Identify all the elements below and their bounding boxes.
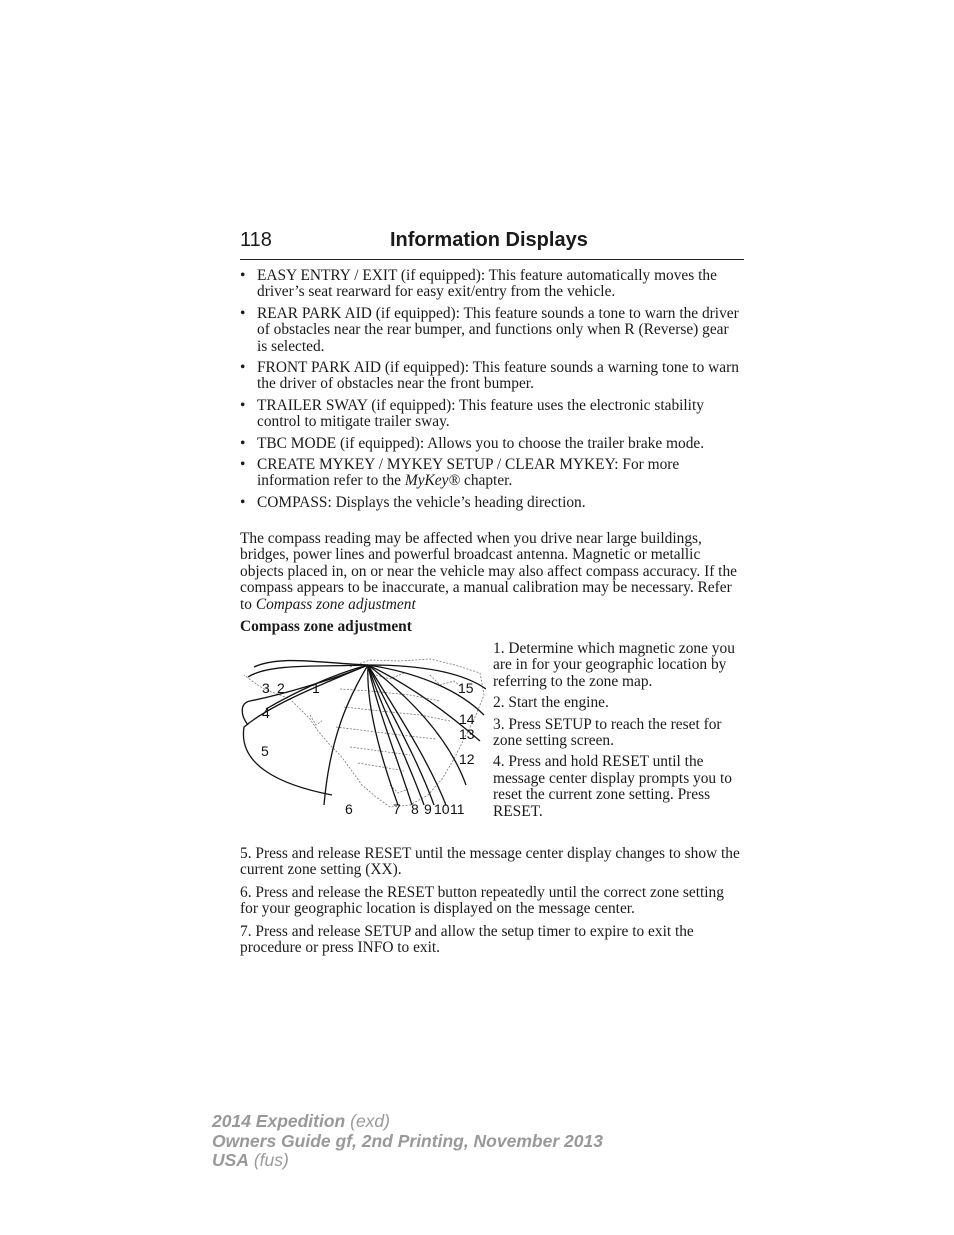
- zone-label-12: 12: [459, 751, 475, 767]
- bullet-icon: •: [240, 304, 246, 322]
- step-6-paragraph: 6. Press and release the RESET button repeatedly until the correct zone setting for your geographic location is displayed on the message center.: [240, 884, 724, 918]
- page-number: 118: [240, 229, 272, 251]
- step-7-paragraph: 7. Press and release SETUP and allow the setup timer to expire to exit the procedure or press INFO to exit.: [240, 923, 694, 957]
- zone-label-2: 2: [277, 680, 285, 696]
- compass-zone-map: [240, 655, 486, 825]
- list-item: • EASY ENTRY / EXIT (if equipped): This feature automatically moves the driver’s seat rearward for easy exit/entry from the vehicle.: [240, 267, 717, 301]
- zone-label-7: 7: [393, 801, 401, 817]
- list-item: 3. Press SETUP to reach the reset for zone setting screen.: [493, 715, 722, 750]
- zone-label-14: 14: [459, 711, 475, 727]
- footer-line-model: 2014 Expedition (exd): [212, 1111, 390, 1131]
- bullet-icon: •: [240, 493, 246, 511]
- zone-label-11: 11: [450, 801, 465, 817]
- compass-accuracy-paragraph: The compass reading may be affected when you drive near large buildings, bridges, power lines and powerful broadcast antenna. Magnetic or metallic objects placed in, on or near the vehicle may also affect compass accuracy. If the compass appears to be inaccurate, a manual calibration may be necessary. Refer to Compass zone adjustment: [240, 530, 737, 613]
- footer-line-market: USA (fus): [212, 1150, 289, 1170]
- zone-label-10: 10: [434, 801, 450, 817]
- bullet-icon: •: [240, 359, 246, 377]
- list-item: • CREATE MYKEY / MYKEY SETUP / CLEAR MYKEY: For more information refer to the MyKey® chapter.: [240, 456, 680, 490]
- bullet-icon: •: [240, 434, 246, 452]
- zone-label-13: 13: [459, 726, 475, 742]
- zone-label-8: 8: [411, 801, 419, 817]
- bullet-icon: •: [240, 267, 246, 284]
- list-item: 4. Press and hold RESET until the message center display prompts you to reset the current zone setting. Press RESET.: [493, 753, 732, 820]
- bullet-icon: •: [240, 396, 246, 414]
- page-header: [240, 229, 744, 260]
- footer-line-guide: Owners Guide gf, 2nd Printing, November 2013: [212, 1130, 603, 1151]
- page-footer: [212, 1112, 603, 1171]
- zone-label-5: 5: [261, 743, 269, 759]
- bullet-icon: •: [240, 456, 246, 474]
- list-item: • TRAILER SWAY (if equipped): This feature uses the electronic stability control to mitigate trailer sway.: [240, 396, 704, 431]
- mykey-reference: MyKey®: [404, 472, 461, 490]
- zone-label-1: 1: [312, 680, 320, 696]
- zone-label-3: 3: [262, 680, 270, 696]
- zone-label-15: 15: [458, 680, 474, 696]
- list-item: • REAR PARK AID (if equipped): This feature sounds a tone to warn the driver of obstacles near the rear bumper, and functions only when R (Reverse) gear is selected.: [240, 304, 739, 355]
- list-item: • FRONT PARK AID (if equipped): This feature sounds a warning tone to warn the driver of obstacles near the front bumper.: [240, 359, 739, 393]
- compass-zone-reference: Compass zone adjustment: [255, 595, 416, 613]
- list-item: • COMPASS: Displays the vehicle’s heading direction.: [240, 493, 586, 511]
- subheading-compass-zone: Compass zone adjustment: [240, 618, 412, 635]
- list-item: • TBC MODE (if equipped): Allows you to choose the trailer brake mode.: [240, 434, 705, 452]
- list-item: 2. Start the engine.: [493, 694, 609, 712]
- zone-label-4: 4: [262, 705, 270, 721]
- zone-label-9: 9: [424, 801, 432, 817]
- section-title: Information Displays: [390, 229, 588, 251]
- zone-label-6: 6: [345, 801, 353, 817]
- feature-bullet-list: [240, 268, 740, 516]
- calibration-steps-list: [493, 641, 745, 825]
- step-5-paragraph: 5. Press and release RESET until the message center display changes to show the current zone setting (XX).: [240, 845, 740, 879]
- list-item: 1. Determine which magnetic zone you are in for your geographic location by referring to the zone map.: [493, 640, 735, 690]
